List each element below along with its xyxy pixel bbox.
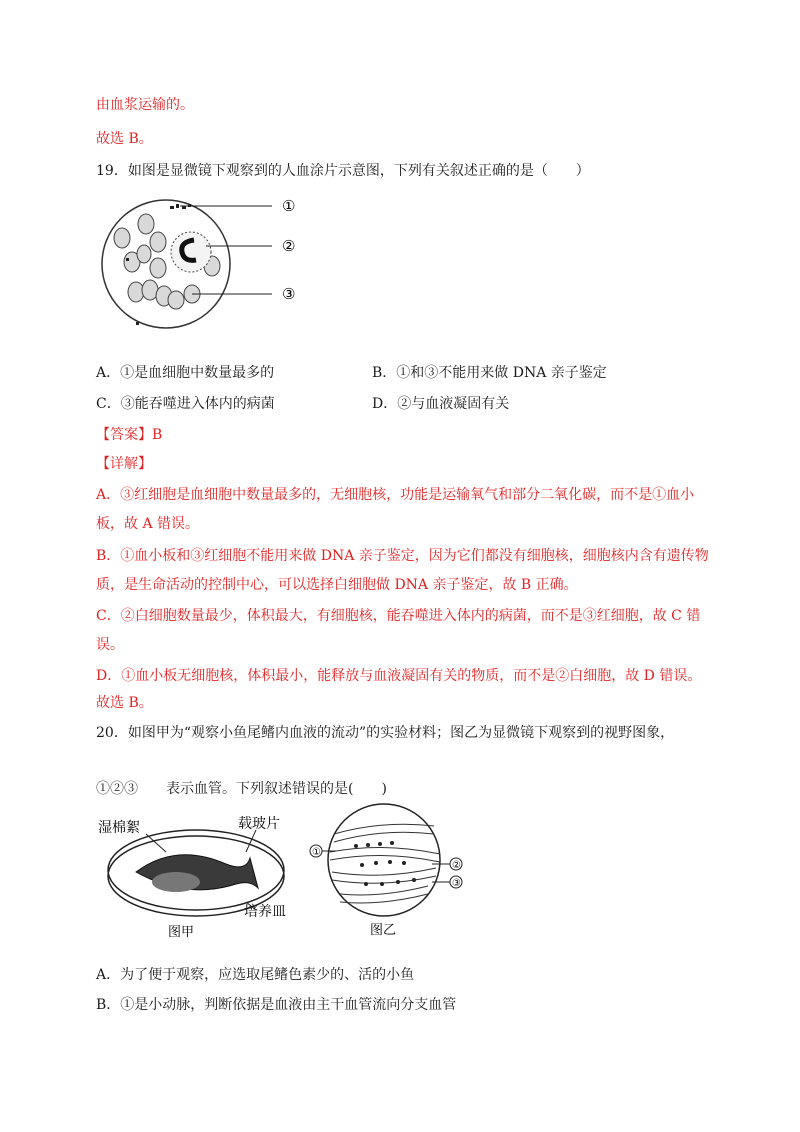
label-3: ③ <box>282 285 296 303</box>
label-1: ① <box>282 197 296 215</box>
explain-title: 【详解】 <box>96 456 152 472</box>
label-3: ③ <box>452 878 461 889</box>
question-20-stem: 20．如图甲为“观察小鱼尾鳍内血液的流动”的实验材料；图乙为显微镜下观察到的视野图象， <box>96 725 675 741</box>
label-1: ① <box>312 847 321 858</box>
label-2: ② <box>452 860 461 871</box>
question-19-stem: 19．如图是显微镜下观察到的人血涂片示意图，下列有关叙述正确的是（ ） <box>96 163 590 179</box>
label-dish: 培养皿 <box>244 904 286 920</box>
q20-option-b: B．①是小动脉，判断依据是血液由主干血管流向分支血管 <box>96 997 457 1013</box>
text-line: 由血浆运输的。 <box>96 97 194 113</box>
caption-fig-a: 图甲 <box>168 925 195 940</box>
fish-dish-figure <box>96 812 296 942</box>
explain-line: C．②白细胞数量最少，体积最大，有细胞核，能吞噬进入体内的病菌，而不是③红细胞，故 C 错 <box>96 608 701 624</box>
q19-option-a: A．①是血细胞中数量最多的 <box>96 365 275 381</box>
microscope-view-figure <box>306 800 476 940</box>
q19-option-c: C．③能吞噬进入体内的病菌 <box>96 396 275 412</box>
explain-line: 误。 <box>96 637 124 653</box>
blood-smear-figure <box>96 192 316 342</box>
explain-line: D．①血小板无细胞核，体积最小，能释放与血液凝固有关的物质，而不是②白细胞，故 D 错误。 <box>96 668 702 684</box>
label-2: ② <box>282 237 296 255</box>
conclusion: 故选 B。 <box>96 695 153 711</box>
q20-option-a: A．为了便于观察，应选取尾鳍色素少的、活的小鱼 <box>96 967 415 983</box>
caption-fig-b: 图乙 <box>370 923 397 938</box>
explain-line: 质，是生命活动的控制中心，可以选择白细胞做 DNA 亲子鉴定，故 B 正确。 <box>96 577 578 593</box>
question-20-stem-2: ①②③ 表示血管。下列叙述错误的是( ) <box>96 781 387 797</box>
q19-option-b: B．①和③不能用来做 DNA 亲子鉴定 <box>372 365 607 381</box>
explain-line: A．③红细胞是血细胞中数量最多的，无细胞核，功能是运输氧气和部分二氧化碳，而不是①血小 <box>96 487 695 503</box>
explain-line: 板，故 A 错误。 <box>96 516 200 532</box>
label-wet-cotton: 湿棉絮 <box>98 820 140 836</box>
q19-option-d: D．②与血液凝固有关 <box>372 396 510 412</box>
label-slide: 载玻片 <box>238 816 280 832</box>
explain-line: B．①血小板和③红细胞不能用来做 DNA 亲子鉴定，因为它们都没有细胞核，细胞核内含有遗传物 <box>96 548 709 564</box>
text-line: 故选 B。 <box>96 131 153 147</box>
answer-label: 【答案】B <box>96 427 163 443</box>
